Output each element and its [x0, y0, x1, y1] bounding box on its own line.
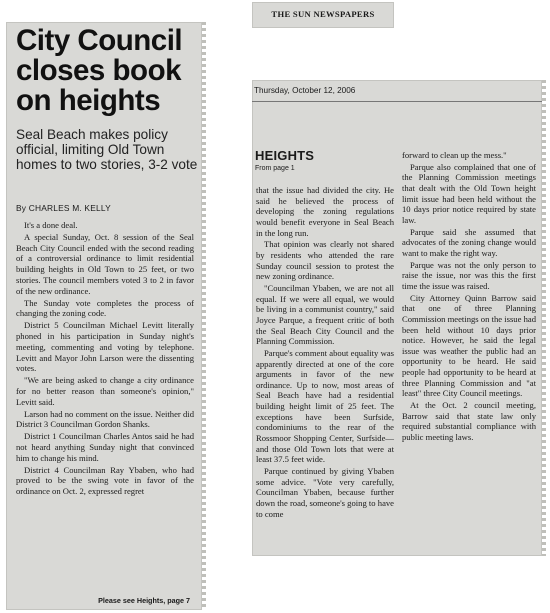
- byline: By CHARLES M. KELLY: [16, 203, 111, 213]
- torn-edge: [542, 80, 546, 556]
- paragraph: District 5 Councilman Michael Levitt literally phoned in his participation in Sunday night's meeting, commenting and voting by telephone. Levitt and Mayor John Larson were the dissenting votes.: [16, 320, 194, 374]
- paragraph: City Attorney Quinn Barrow said that one of three Planning Commission meetings on the issue had been held without 10 days prior notice. However, he said the legal issue was weather the public had an opportunity to be heard. He said people had opportunity to be heard at three Planning Commission and "at least" three City Council meetings.: [402, 292, 536, 399]
- jump-page-clipping: [252, 80, 542, 556]
- from-page-line: From page 1: [255, 165, 295, 172]
- headline-line: closes book: [16, 54, 182, 87]
- jump-headline: HEIGHTS: [255, 148, 315, 163]
- front-article-body: [16, 220, 194, 497]
- paragraph: Parque's comment about equality was apparently directed at one of the core arguments in favor of the new ordinance. Up to now, most areas of Seal Beach have had a residential building height limit of 25 feet. The exceptions have been Surfside, condominiums to the rear of the Rossmoor Shopping Center, Surfside—and those Old Town lots that were at least 37.5 feet wide.: [256, 347, 394, 465]
- paragraph: Parque said she assumed that advocates of the zoning change would want to make the right way.: [402, 226, 536, 258]
- paragraph: "We are being asked to change a city ordinance for no better reason than someone's opinion," Levitt said.: [16, 375, 194, 407]
- paragraph: Parque also complained that one of the Planning Commission meetings that dealt with the Old Town height limit issue had been held without the 10 days prior notice required by state law.: [402, 161, 536, 225]
- jump-column-1: [256, 185, 394, 519]
- paragraph: The Sunday vote completes the process of changing the zoning code.: [16, 297, 194, 319]
- paragraph: forward to clean up the mess.": [402, 150, 507, 160]
- masthead-clipping: [252, 2, 394, 28]
- paragraph: A special Sunday, Oct. 8 session of the Seal Beach City Council ended with the second reading of a controversial ordinance to limit residential building heights in Old Town to 25 feet, or two stories. The council members voted 3 to 2 in favor of the new ordinance.: [16, 231, 194, 296]
- dateline-rule: [252, 101, 542, 102]
- paragraph: It's a done deal.: [24, 220, 78, 230]
- headline-line: City Council: [16, 24, 183, 57]
- headline: [16, 26, 196, 116]
- paragraph: Parque continued by giving Ybaben some advice. "Vote very carefully, Councilman Ybaben, because further down the road, someone's going to have to come: [256, 466, 394, 519]
- paragraph: District 1 Councilman Charles Antos said he had not heard anything Sunday night that convinced him to change his mind.: [16, 431, 194, 463]
- subheadline: Seal Beach makes policy official, limiting Old Town homes to two stories, 3-2 vote: [16, 127, 198, 173]
- paragraph: Larson had no comment on the issue. Neither did District 3 Councilman Gordon Shanks.: [16, 408, 194, 430]
- headline-line: on heights: [16, 84, 161, 117]
- front-page-clipping: [6, 22, 202, 610]
- paragraph: that the issue had divided the city. He said he believed the process of developing the zoning regulations would benefit everyone in Seal Beach in the long run.: [256, 185, 394, 238]
- paragraph: That opinion was clearly not shared by residents who attended the rare Sunday council session to protest the new zoning ordinance.: [256, 239, 394, 282]
- paragraph: District 4 Councilman Ray Ybaben, who had proved to be the swing vote in favor of the ordinance on Oct. 2, expressed regret: [16, 464, 194, 497]
- jump-line: Please see Heights, page 7: [98, 596, 190, 605]
- paragraph: "Councilman Ybaben, we are not all equal. If we were all equal, we would be living in a communist country," said Joyce Parque, a frequent critic of both the Seal Beach City Council and the Planning Commission.: [256, 282, 394, 347]
- torn-edge: [202, 22, 206, 610]
- dateline: Thursday, October 12, 2006: [254, 86, 356, 95]
- paragraph: At the Oct. 2 council meeting, Barrow said that state law only required substantial compliance with public meeting laws.: [402, 400, 536, 443]
- jump-column-2: [402, 150, 536, 443]
- masthead: THE SUN NEWSPAPERS: [271, 9, 375, 19]
- paragraph: Parque was not the only person to raise the issue, nor was this the first time the issue was raised.: [402, 259, 536, 291]
